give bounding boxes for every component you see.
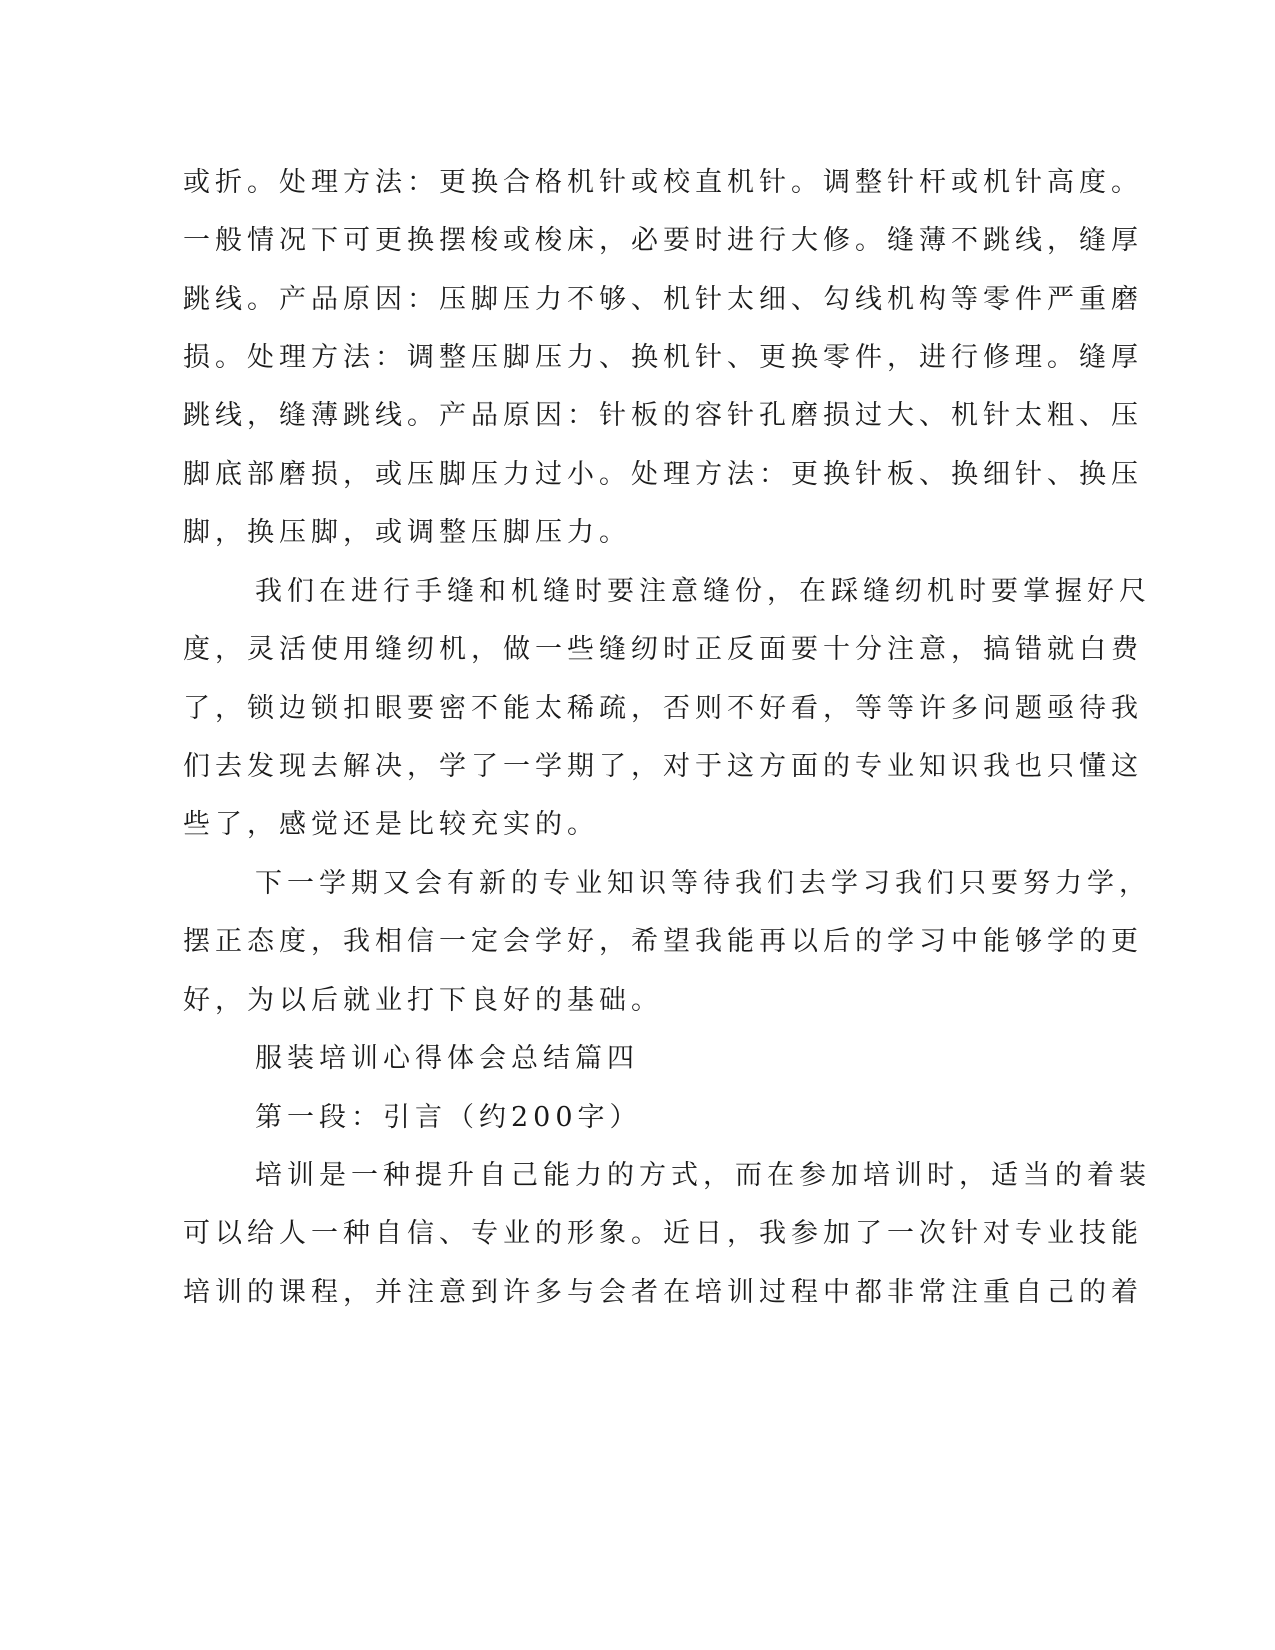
text-line: 培训的课程，并注意到许多与会者在培训过程中都非常注重自己的着 <box>183 1277 1143 1308</box>
section-title: 服装培训心得体会总结篇四 <box>255 1043 639 1074</box>
text-line: 脚，换压脚，或调整压脚压力。 <box>183 517 631 548</box>
section-subtitle: 第一段：引言（约200字） <box>255 1102 642 1133</box>
text-line: 损。处理方法：调整压脚压力、换机针、更换零件，进行修理。缝厚 <box>183 342 1143 373</box>
text-line: 度，灵活使用缝纫机，做一些缝纫时正反面要十分注意，搞错就白费 <box>183 634 1143 665</box>
text-line: 脚底部磨损，或压脚压力过小。处理方法：更换针板、换细针、换压 <box>183 459 1143 490</box>
text-line: 可以给人一种自信、专业的形象。近日，我参加了一次针对专业技能 <box>183 1218 1143 1249</box>
text-line: 了，锁边锁扣眼要密不能太稀疏，否则不好看，等等许多问题亟待我 <box>183 693 1143 724</box>
paragraph-start: 培训是一种提升自己能力的方式，而在参加培训时，适当的着装 <box>255 1160 1151 1191</box>
text-line: 跳线。产品原因：压脚压力不够、机针太细、勾线机构等零件严重磨 <box>183 284 1143 315</box>
paragraph-start: 下一学期又会有新的专业知识等待我们去学习我们只要努力学， <box>255 868 1151 899</box>
text-line: 一般情况下可更换摆梭或梭床，必要时进行大修。缝薄不跳线，缝厚 <box>183 225 1143 256</box>
text-line: 跳线，缝薄跳线。产品原因：针板的容针孔磨损过大、机针太粗、压 <box>183 400 1143 431</box>
text-line: 们去发现去解决，学了一学期了，对于这方面的专业知识我也只懂这 <box>183 751 1143 782</box>
text-line: 或折。处理方法：更换合格机针或校直机针。调整针杆或机针高度。 <box>183 167 1143 198</box>
text-line: 些了，感觉还是比较充实的。 <box>183 809 599 840</box>
paragraph-start: 我们在进行手缝和机缝时要注意缝份，在踩缝纫机时要掌握好尺 <box>255 576 1151 607</box>
text-line: 摆正态度，我相信一定会学好，希望我能再以后的学习中能够学的更 <box>183 926 1143 957</box>
text-line: 好，为以后就业打下良好的基础。 <box>183 985 663 1016</box>
